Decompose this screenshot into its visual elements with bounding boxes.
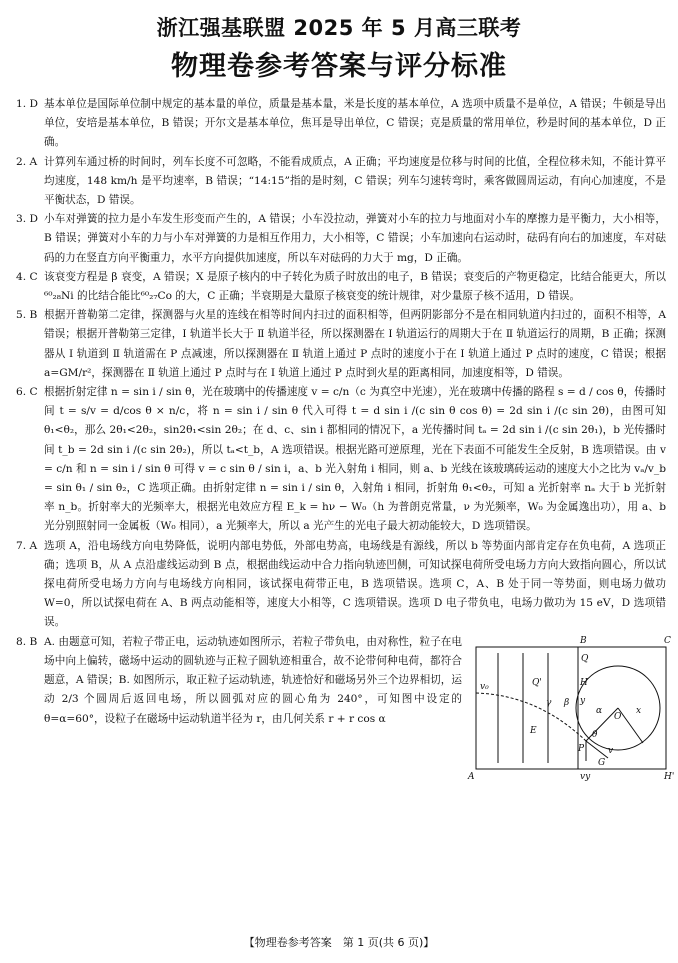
answer-text: A. 由题意可知，若粒子带正电，运动轨迹如图所示，若粒子带负电，由对称性，粒子在电场中向上偏转，磁场中运动的圆轨迹与正粒子圆轨迹相重合，故不论带何种电荷，都符合题意，A 错误；B. 如图所示，取正粒子运动轨迹，轨迹恰好和磁场另外三个边界相切，运动 2/3 个圆周后返回电场，所以圆弧对应的圆心角为 240°，可知图中设定的 θ=α=60°，设粒子在磁场中运动轨道半径为 r，由几何关系 r + r cos α — [44, 635, 462, 725]
answer-text: 选项 A，沿电场线方向电势降低，说明内部电势低，外部电势高，电场线是有源线，所以 b 等势面内部肯定存在负电荷，A 选项正确；选项 B，从 A 点沿虚线运动到 B 点，根据曲线运动中合力指向轨迹凹侧，可知试探电荷所受电场力方向大致指向圆心，所以试探电荷所受电场力方向与电场线方向相同，该试探电荷带正电，B 选项错误。选项 C，A、B 处于同一等势面，则电场力做功 W=0，所以试探电荷在 A、B 两点动能相等，速度大小相等，C 选项错误。选项 D 电子带负电，电场力做功为 15 eV，D 选项错误。 — [44, 539, 666, 629]
figure-label: θ — [592, 729, 598, 740]
figure-label: H' — [664, 771, 675, 782]
answer-text: 根据折射定律 n = sin i / sin θ，光在玻璃中的传播速度 v = c/n（c 为真空中光速），光在玻璃中传播的路程 s = d / cos θ，传播时间 t = s/v = d/cos θ × n/c，将 n = sin i / sin θ 代入可得 t = d sin i /(c sin θ cos θ) = 2d sin i /(c sin 2θ)，由图可知 θ₁<θ₂，那么 2θ₁<2θ₂，sin2θ₁<sin 2θ₂；在 d、c、sin i 都相同的情况下，a 光传播时间 tₐ = 2d sin i /(c sin 2θ₁)，b 光传播时间 t_b = 2d sin i /(c sin 2θ₂)，所以 tₐ<t_b，A 选项错误。根据光路可逆原理，光在下表面不可能发生全反射，B 选项错误。由 v = c/n 和 n = sin i / sin θ 可得 v = c sin θ / sin i，a、b 光入射角 i 相同，则 a、b 光线在该玻璃砖运动的速度大小之比为 vₐ/v_b = sin θ₁ / sin θ₂，C 选项正确。由折射定律 n = sin i / sin θ，入射角 i 相同，折射角 θ₁<θ₂，可知 a 光折射率 nₐ 大于 b 光折射率 n_b。折射率大的光频率大，根据光电效应方程 E_k = hν − W₀（h 为普朗克常量，ν 为光频率，W₀ 为金属逸出功），用 a、b 光分别照射同一金属板（W₀ 相同），a 光频率大，所以 a 光产生的光电子最大初动能较大，D 选项错误。 — [44, 386, 666, 533]
figure-label: α — [596, 705, 603, 716]
figure-label: H — [580, 677, 588, 688]
answer-2 — [16, 153, 666, 211]
answer-text: 该衰变方程是 β 衰变，A 错误；X 是原子核内的中子转化为质子时放出的电子，B 错误；衰变后的产物更稳定，比结合能更大，所以⁶⁰₂₈Ni 的比结合能比⁶⁰₂₇Co 的大，C 正确；半衰期是大量原子核衰变的统计规律，对少量原子核不适用，D 错误。 — [44, 270, 666, 303]
figure-label: vy — [580, 771, 591, 782]
title-line-2: 物理卷参考答案与评分标准 — [171, 51, 507, 82]
figure-label: γ — [546, 697, 552, 708]
answer-number: 2. A — [16, 155, 38, 168]
answer-text: 计算列车通过桥的时间时，列车长度不可忽略，不能看成质点，A 正确；平均速度是位移与时间的比值，全程位移未知，不能计算平均速度，148 km/h 是平均速率，B 错误；“14:15”指的是时刻，C 错误；列车匀速转弯时，乘客做圆周运动，有向心加速度，不是平衡状态，D 错误。 — [44, 155, 666, 207]
answer-text: 基本单位是国际单位制中规定的基本量的单位，质量是基本量，米是长度的基本单位，A 选项中质量不是单位，A 错误；牛顿是导出单位，安培是基本单位，B 错误；开尔文是基本单位，焦耳是导出单位，C 错误；克是质量的常用单位，秒是时间的基本单位，D 正确。 — [44, 98, 666, 149]
answer-text: 小车对弹簧的拉力是小车发生形变而产生的，A 错误；小车没拉动，弹簧对小车的拉力与地面对小车的摩擦力是平衡力，大小相等，B 错误；弹簧对小车的力与小车对弹簧的力是相互作用力，大小相等，C 错误；小车加速向右运动时，砝码有向右的加速度，车对砝码的力在竖直方向平衡重力，水平方向提供加速度，所以车对砝码的力大于 mg，D 正确。 — [44, 213, 666, 264]
figure-label: O — [614, 711, 622, 722]
figure-label: E — [530, 725, 537, 736]
answer-7 — [16, 537, 666, 633]
figure-label: Q' — [532, 677, 542, 688]
figure-label: v — [608, 745, 614, 756]
answer-3 — [16, 210, 666, 268]
figure-label: P — [578, 743, 585, 754]
field-trajectory-figure — [468, 633, 673, 783]
answer-1 — [16, 95, 666, 153]
figure-label: Q — [581, 653, 589, 664]
answer-number: 4. C — [16, 270, 38, 283]
page-footer: 【物理卷参考答案 第 1 页(共 6 页)】 — [243, 936, 435, 949]
figure-label: G — [598, 757, 606, 768]
figure-label: B — [580, 635, 587, 646]
answer-8-wrap — [16, 633, 675, 782]
figure-label: x — [636, 705, 642, 716]
figure-label: v₀ — [480, 681, 489, 692]
answer-number: 5. B — [16, 309, 38, 322]
title-line-1: 浙江强基联盟 2025 年 5 月高三联考 — [156, 16, 522, 40]
figure-label: C — [664, 635, 671, 646]
answer-number: 8. B — [16, 635, 38, 648]
answer-6 — [16, 383, 666, 537]
answer-content — [16, 95, 675, 782]
answer-text: 根据开普勒第二定律，探测器与火星的连线在相等时间内扫过的面积相等，但两阴影部分不是在相同轨道内扫过的，面积不相等，A 错误；根据开普勒第三定律，Ⅰ 轨道半长大于 Ⅱ 轨道半径，所以探测器在 Ⅰ 轨道运行的周期大于在 Ⅱ 轨道运行的周期，B 正确；探测器从 Ⅰ 轨道到 Ⅱ 轨道需在 P 点减速，所以探测器在 Ⅱ 轨道上通过 P 点时的速度小于在 Ⅰ 轨道上通过 P 点时的速度，C 错误；根据 a=GM/r²，探测器在 Ⅱ 轨道上通过 P 点时与在 Ⅰ 轨道上通过 P 点时到火星的距离相同，加速度相等，D 错误。 — [44, 309, 666, 379]
figure-label: A — [468, 771, 475, 782]
answer-number: 1. D — [16, 98, 38, 110]
answer-number: 3. D — [16, 213, 38, 226]
figure-label: β — [564, 697, 570, 708]
answer-4 — [16, 268, 666, 306]
answer-number: 7. A — [16, 539, 38, 552]
answer-5 — [16, 306, 666, 383]
figure-label: y — [580, 695, 586, 706]
answer-number: 6. C — [16, 386, 38, 399]
